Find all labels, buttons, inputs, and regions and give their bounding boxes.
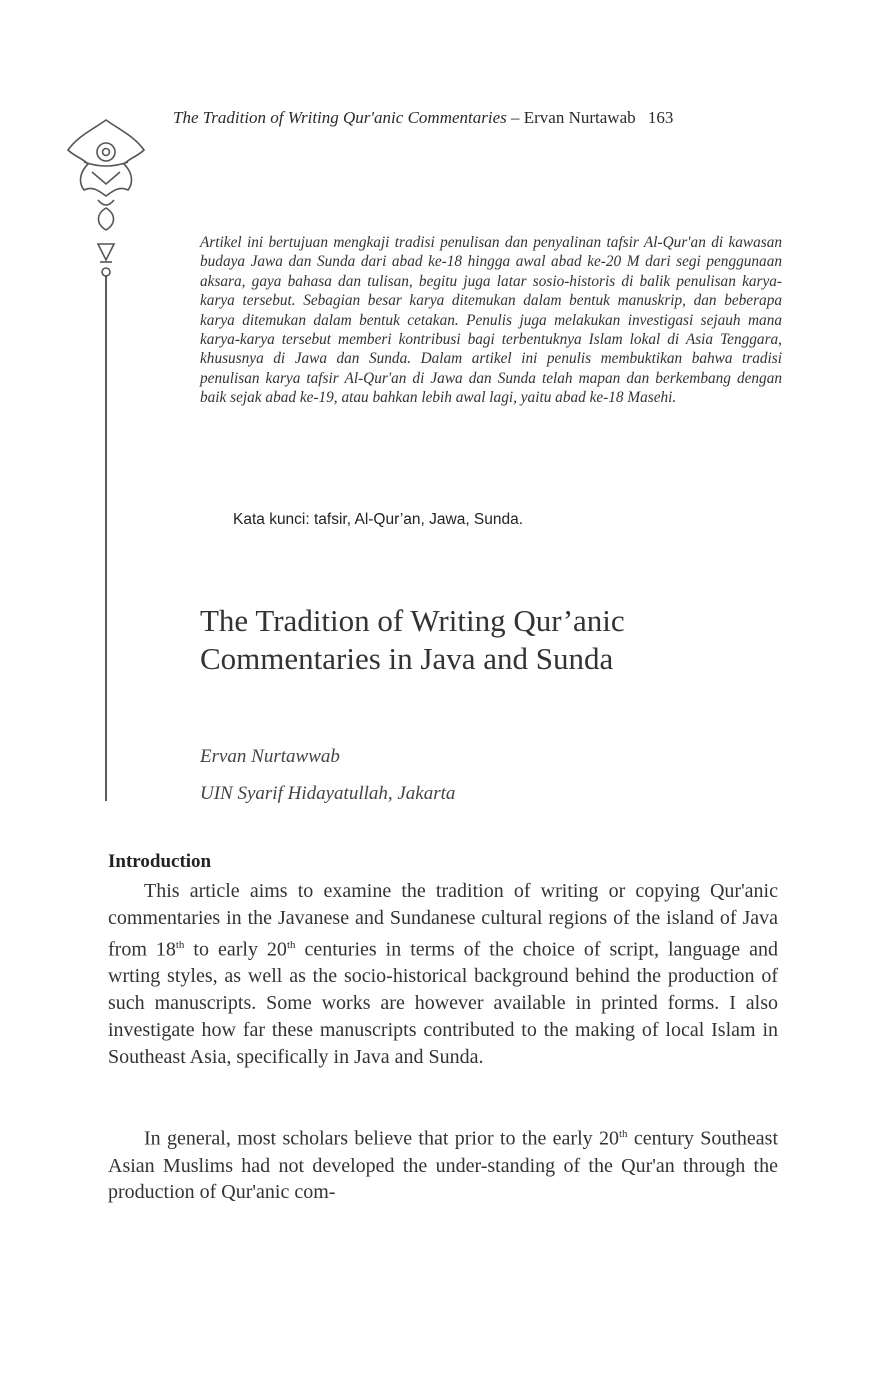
author-affiliation: UIN Syarif Hidayatullah, Jakarta (200, 783, 456, 804)
superscript: th (175, 938, 185, 951)
author-block (200, 738, 455, 812)
abstract (200, 233, 782, 408)
body-paragraph (108, 1121, 778, 1206)
running-header-title: The Tradition of Writing Qur'anic Commentaries (173, 108, 507, 127)
superscript: th (286, 938, 296, 951)
running-header-separator: – (506, 108, 524, 127)
body-text: This article aims to examine the tradition of writing or copying Qur'anic commentaries in the Javanese and Sundanese cultural regions of the island of Java from 18 (108, 880, 778, 961)
running-header-author: Ervan Nurtawab (523, 108, 636, 127)
body-text: century Southeast Asian Muslims had not developed the under-standing of the Qur'an through the production of Qur'anic com- (108, 1127, 779, 1204)
running-header (173, 108, 783, 128)
section-heading-introduction: Introduction (108, 851, 212, 872)
body-text: In general, most scholars believe that prior to the early 20 (144, 1127, 619, 1150)
keywords: Kata kunci: tafsir, Al-Qur’an, Jawa, Sunda. (233, 511, 524, 528)
author-name: Ervan Nurtawwab (200, 746, 340, 767)
body-text: to early 20 (184, 938, 287, 961)
article-title: The Tradition of Writing Qur’anic Commentaries in Java and Sunda (200, 603, 625, 676)
page-number: 163 (647, 108, 674, 127)
body-text: centuries in terms of the choice of script, language and wrting styles, as well as the socio-historical background behind the production of such manuscripts. Some works are however available in printed forms. I also investigate how far these manuscripts contributed to the making of local Islam in Southeast Asia, specifically in Java and Sunda. (108, 938, 778, 1069)
superscript: th (619, 1128, 628, 1140)
body-paragraph (108, 878, 778, 1071)
floral-ornament-icon (62, 116, 152, 816)
abstract-text: Artikel ini bertujuan mengkaji tradisi penulisan dan penyalinan tafsir Al-Qur'an di kawasan budaya Jawa dan Sunda dari abad ke-18 hingga awal abad ke-20 M dari segi penggunaan aksara, gaya bahasa dan tulisan, begitu juga latar sosio-historis di balik penulisan karya-karya tersebut. Sebagian besar karya ditemukan dalam bentuk manuskrip, dan beberapa karya ditemukan dalam bentuk cetakan. Penulis juga melakukan investigasi sejauh mana karya-karya tersebut memberi kontribusi bagi terbentuknya Islam lokal di Asia Tenggara, khususnya di Jawa dan Sunda. Dalam artikel ini penulis membuktikan bahwa tradisi penulisan karya tafsir Al-Qur'an di Jawa dan Sunda telah mapan dan berkembang dengan baik sejak abad ke-19, atau bahkan lebih awal lagi, yaitu abad ke-18 Masehi. (200, 234, 782, 407)
